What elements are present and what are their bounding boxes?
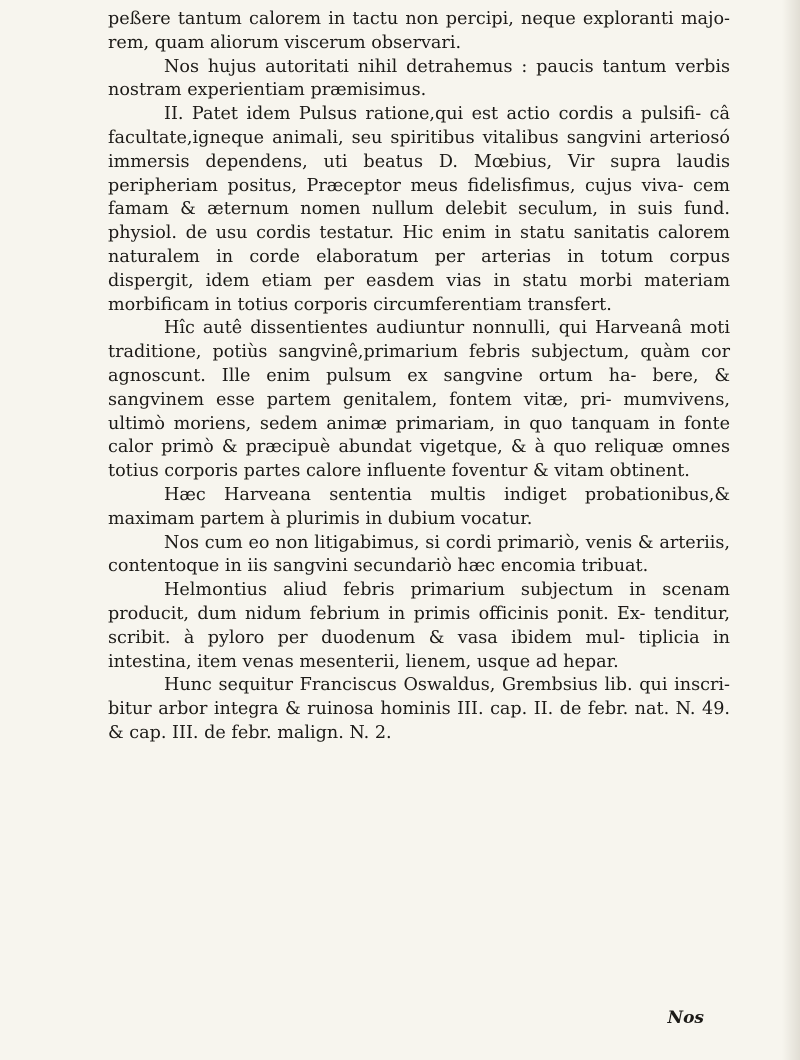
paragraph-5: Hæc Harveana sententia multis indiget probationibus,& maximam partem à plurimis in dubium vocatur.	[108, 484, 730, 529]
page-edge-shadow	[782, 0, 800, 1060]
paragraph-2: Nos hujus autoritati nihil detrahemus : paucis tantum verbis nostram experientiam præmisimus.	[108, 56, 730, 101]
paragraph-7: Helmontius aliud febris primarium subjectum in scenam producit, dum nidum febrium in primis officinis ponit. Ex- tenditur, scribit. à pyloro per duodenum & vasa ibidem mul- tiplicia in intestina, item venas mesenterii, lienem, usque ad hepar.	[108, 580, 730, 672]
paragraph-8: Hunc sequitur Franciscus Oswaldus, Grembsius lib. qui inscri- bitur arbor integra & ruinosa hominis III. cap. II. de febr. nat. N. 49. & cap. III. de febr. malign. N. 2.	[108, 675, 730, 743]
catchword: Nos	[667, 1008, 704, 1028]
paragraph-3: II. Patet idem Pulsus ratione,qui est actio cordis a pulsifi- câ facultate,igneque animali, seu spiritibus vitalibus sangvini arteriosó immersis dependens, uti beatus D. Mœbius, Vir supra laudis peripheriam positus, Præceptor meus fidelisfimus, cujus viva- cem famam & æternum nomen nullum delebit seculum, in suis fund. physiol. de usu cordis testatur. Hic enim in statu sanitatis calorem naturalem in corde elaboratum per arterias in totum corpus dispergit, idem etiam per easdem vias in statu morbi materiam morbificam in totius corporis circumferentiam transfert.	[108, 104, 730, 315]
paragraph-4: Hîc autê dissentientes audiuntur nonnulli, qui Harveanâ moti traditione, potiùs sangvinê,primarium febris subjectum, quàm cor agnoscunt. Ille enim pulsum ex sangvine ortum ha- bere, & sangvinem esse partem genitalem, fontem vitæ, pri- mumvivens, ultimò moriens, sedem animæ primariam, in quo tanquam in fonte calor primò & præcipuè abundat vigetque, & à quo reliquæ omnes totius corporis partes calore influente foventur & vitam obtinent.	[108, 318, 730, 482]
paragraph-6: Nos cum eo non litigabimus, si cordi primariò, venis & arteriis, contentoque in iis sangvini secundariò hæc encomia tribuat.	[108, 532, 730, 577]
body-text	[108, 8, 730, 746]
paragraph-1: peßere tantum calorem in tactu non percipi, neque exploranti majo- rem, quam aliorum viscerum observari.	[108, 9, 730, 53]
